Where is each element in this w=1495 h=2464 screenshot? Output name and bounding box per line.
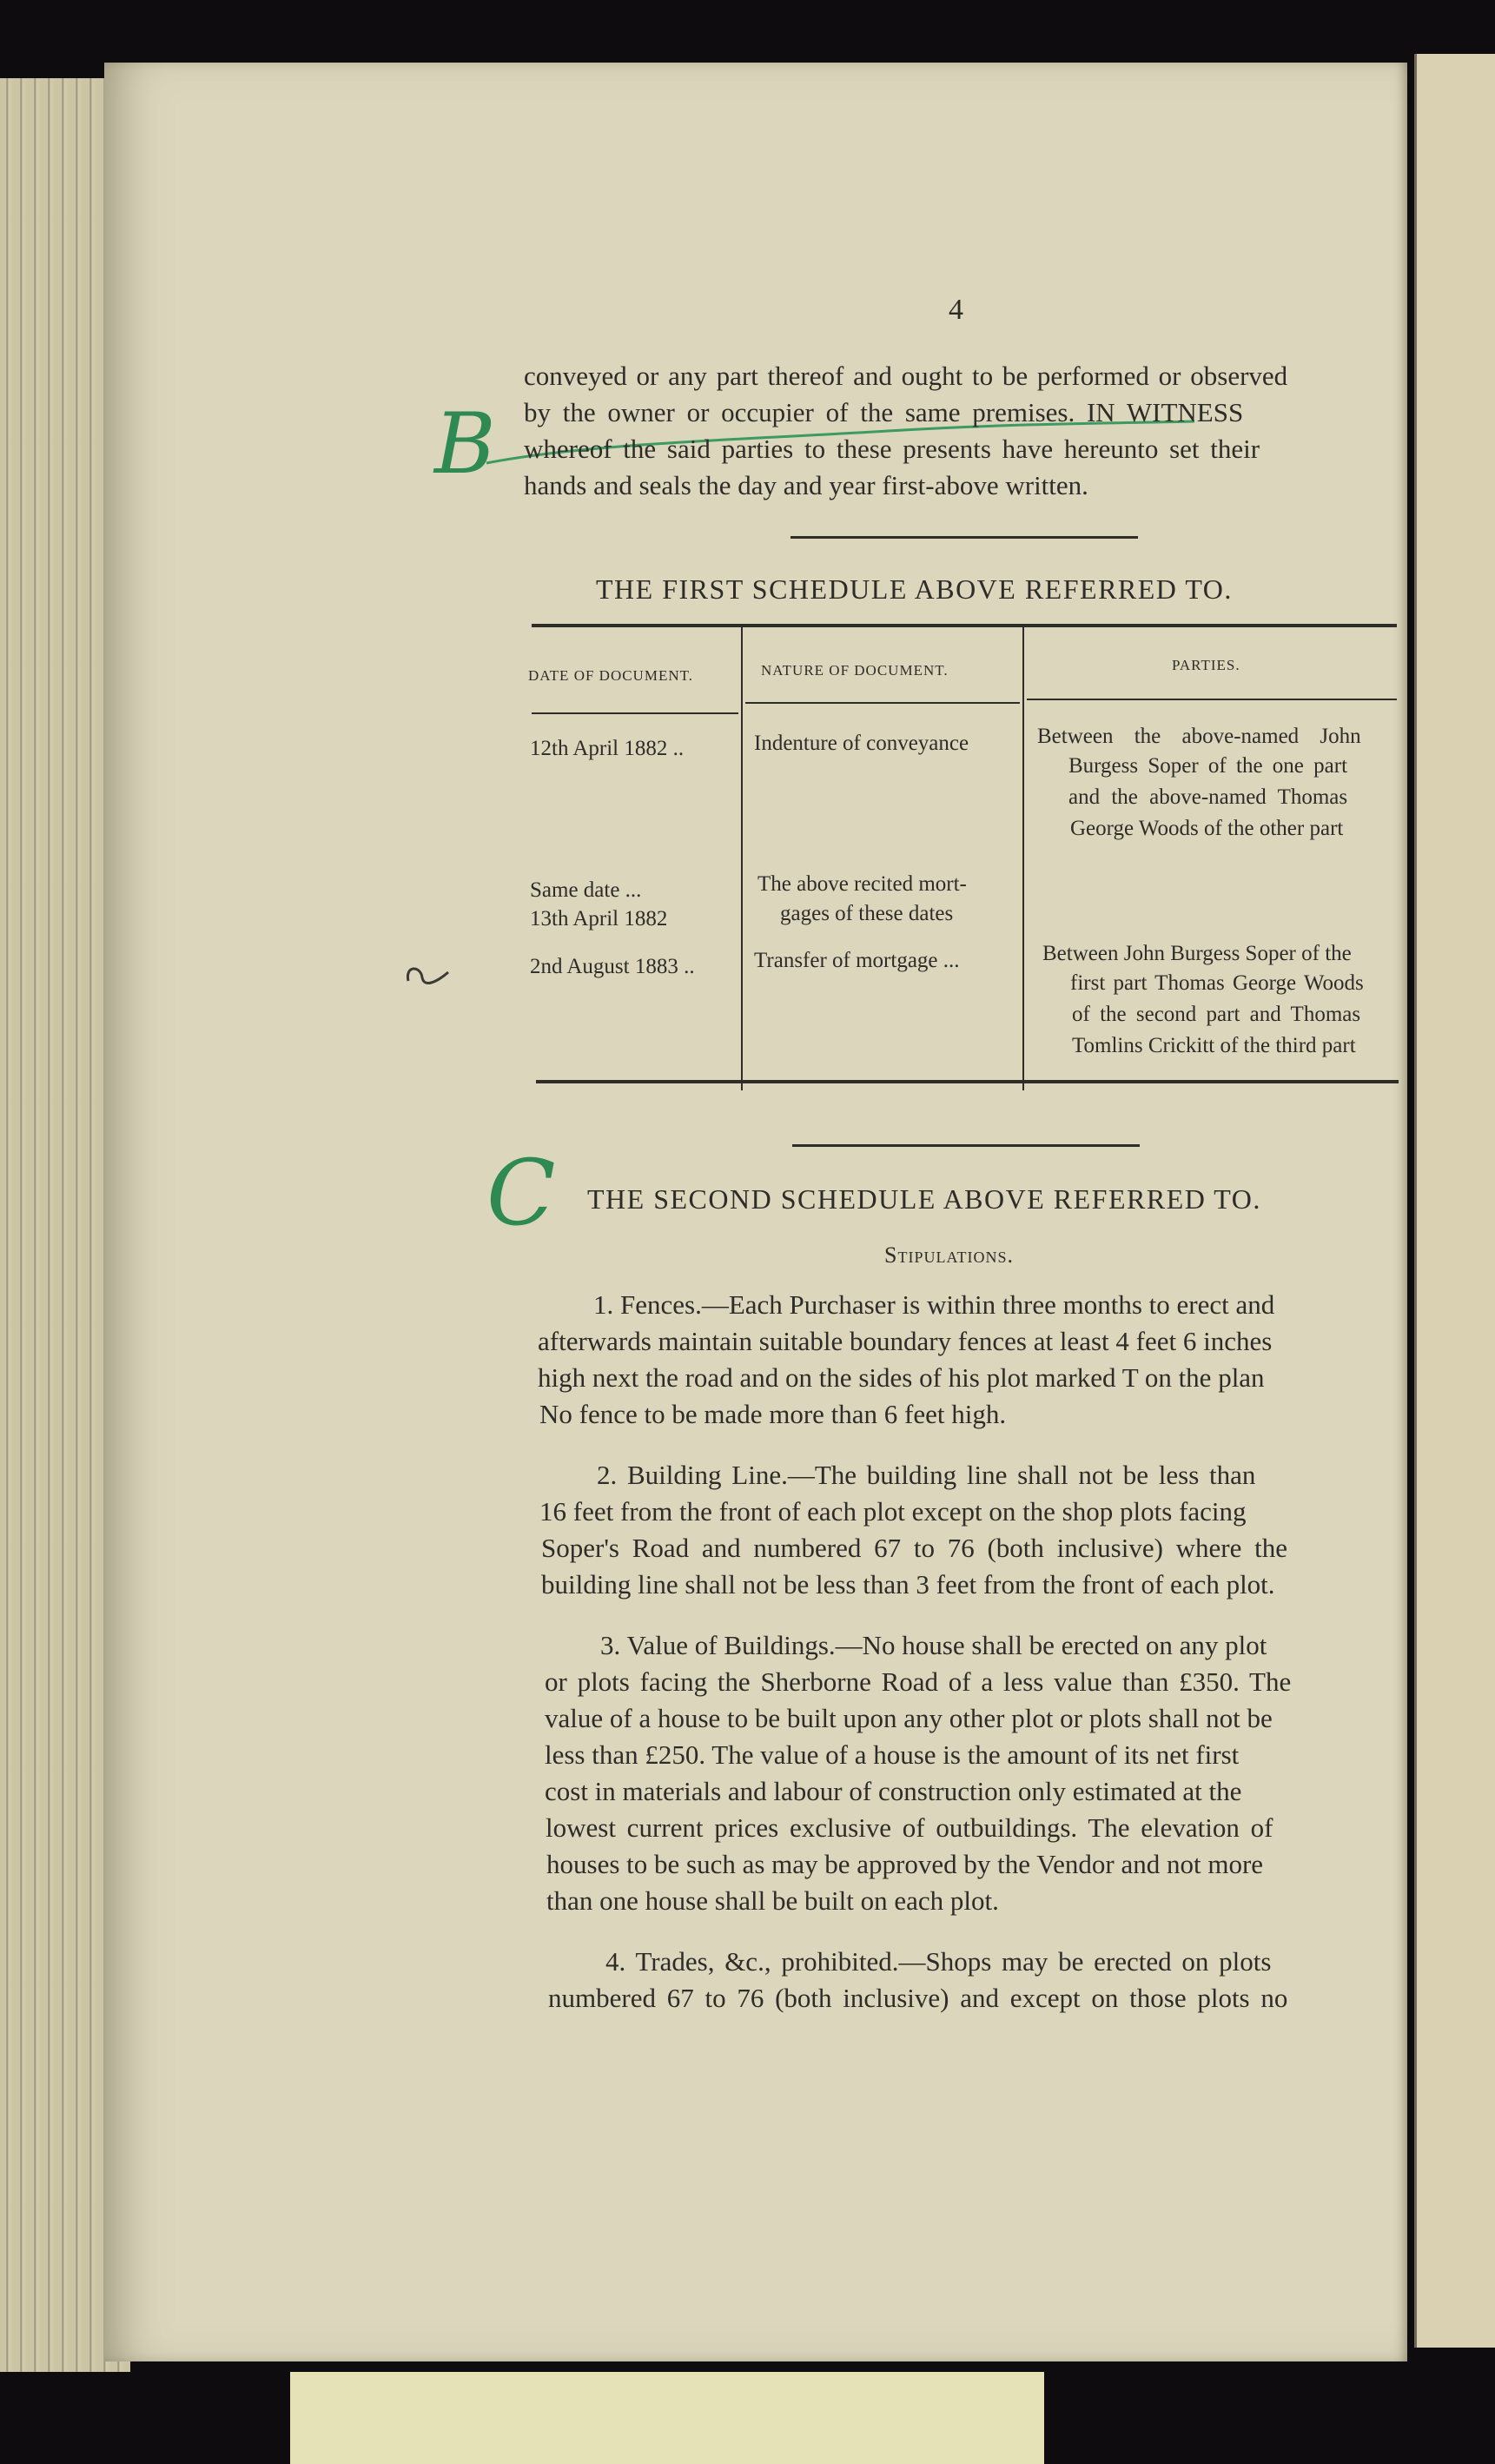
nature-cell: Transfer of mortgage ...: [754, 949, 960, 972]
stipulation-line: than one house shall be built on each plot.: [546, 1885, 999, 1916]
intro-line: conveyed or any part thereof and ought to be performed or observed: [524, 361, 1288, 391]
parties-cell: Burgess Soper of the one part: [1068, 754, 1348, 778]
stipulation-line: Soper's Road and numbered 67 to 76 (both inclusive) where the: [541, 1533, 1288, 1563]
separator-rule: [790, 536, 1138, 539]
stipulation-line: cost in materials and labour of construction only estimated at the: [545, 1776, 1242, 1806]
stipulations-subheading: Stipulations.: [884, 1242, 1014, 1268]
stipulation-line: less than £250. The value of a house is the amount of its net first: [545, 1739, 1240, 1770]
stipulation-line: 16 feet from the front of each plot except on the shop plots facing: [539, 1496, 1247, 1527]
nature-cell: The above recited mort-: [757, 872, 967, 896]
first-schedule-heading: THE FIRST SCHEDULE ABOVE REFERRED TO.: [596, 573, 1233, 605]
intro-line: whereof the said parties to these presents have hereunto set their: [524, 434, 1260, 464]
parties-cell: Between John Burgess Soper of the: [1042, 942, 1352, 965]
intro-line: hands and seals the day and year first-above written.: [524, 470, 1088, 500]
table-header-rule: [745, 702, 1020, 704]
parties-cell: and the above-named Thomas: [1068, 785, 1348, 809]
table-column-divider: [741, 627, 743, 1090]
stipulation-line: value of a house to be built upon any other plot or plots shall not be: [545, 1703, 1273, 1733]
next-page-edge: [1414, 54, 1495, 2348]
date-cell: Same date ...: [530, 878, 642, 902]
nature-cell: Indenture of conveyance: [754, 732, 969, 755]
stipulation-line: 1. Fences.—Each Purchaser is within three months to erect and: [593, 1289, 1275, 1320]
column-header: DATE OF DOCUMENT.: [528, 667, 693, 684]
nature-cell: gages of these dates: [780, 902, 954, 925]
margin-check-mark: [401, 960, 453, 995]
margin-annotation-b: B: [434, 395, 496, 493]
parties-cell: Tomlins Crickitt of the third part: [1072, 1034, 1356, 1057]
stipulation-line: 4. Trades, &c., prohibited.—Shops may be erected on plots: [605, 1946, 1272, 1977]
stipulation-line: afterwards maintain suitable boundary fences at least 4 feet 6 inches: [538, 1326, 1273, 1356]
column-header: PARTIES.: [1172, 657, 1240, 673]
stipulation-line: high next the road and on the sides of his plot marked T on the plan: [538, 1362, 1265, 1393]
parties-cell: first part Thomas George Woods: [1070, 971, 1364, 995]
table-top-rule: [532, 624, 1397, 627]
stipulation-line: No fence to be made more than 6 feet high.: [539, 1399, 1007, 1429]
margin-annotation-c: C: [486, 1140, 556, 1246]
intro-line: by the owner or occupier of the same premises. IN WITNESS: [524, 397, 1244, 427]
table-header-rule: [1027, 699, 1397, 700]
parties-cell: George Woods of the other part: [1070, 817, 1344, 840]
parties-cell: Between the above-named John: [1037, 725, 1361, 748]
table-column-divider: [1022, 627, 1024, 1090]
separator-rule: [792, 1144, 1140, 1147]
date-cell: 13th April 1882: [530, 907, 668, 931]
date-cell: 12th April 1882 ..: [530, 737, 685, 760]
second-schedule-heading: THE SECOND SCHEDULE ABOVE REFERRED TO.: [587, 1183, 1261, 1215]
stipulation-line: building line shall not be less than 3 feet from the front of each plot.: [541, 1569, 1275, 1600]
stipulation-line: lowest current prices exclusive of outbuildings. The elevation of: [546, 1812, 1273, 1843]
table-bottom-rule: [536, 1080, 1399, 1083]
stipulation-line: houses to be such as may be approved by the Vendor and not more: [546, 1849, 1264, 1879]
paper-tab: [290, 2372, 1044, 2464]
page-number: 4: [949, 294, 963, 326]
stipulation-line: or plots facing the Sherborne Road of a less value than £350. The: [545, 1666, 1292, 1697]
stipulation-line: 2. Building Line.—The building line shall not be less than: [597, 1460, 1256, 1490]
stipulation-line: numbered 67 to 76 (both inclusive) and except on those plots no: [548, 1983, 1288, 2013]
stipulation-line: 3. Value of Buildings.—No house shall be erected on any plot: [600, 1630, 1267, 1660]
table-header-rule: [532, 712, 738, 714]
column-header: NATURE OF DOCUMENT.: [761, 662, 949, 679]
parties-cell: of the second part and Thomas: [1072, 1003, 1361, 1026]
date-cell: 2nd August 1883 ..: [530, 955, 695, 978]
